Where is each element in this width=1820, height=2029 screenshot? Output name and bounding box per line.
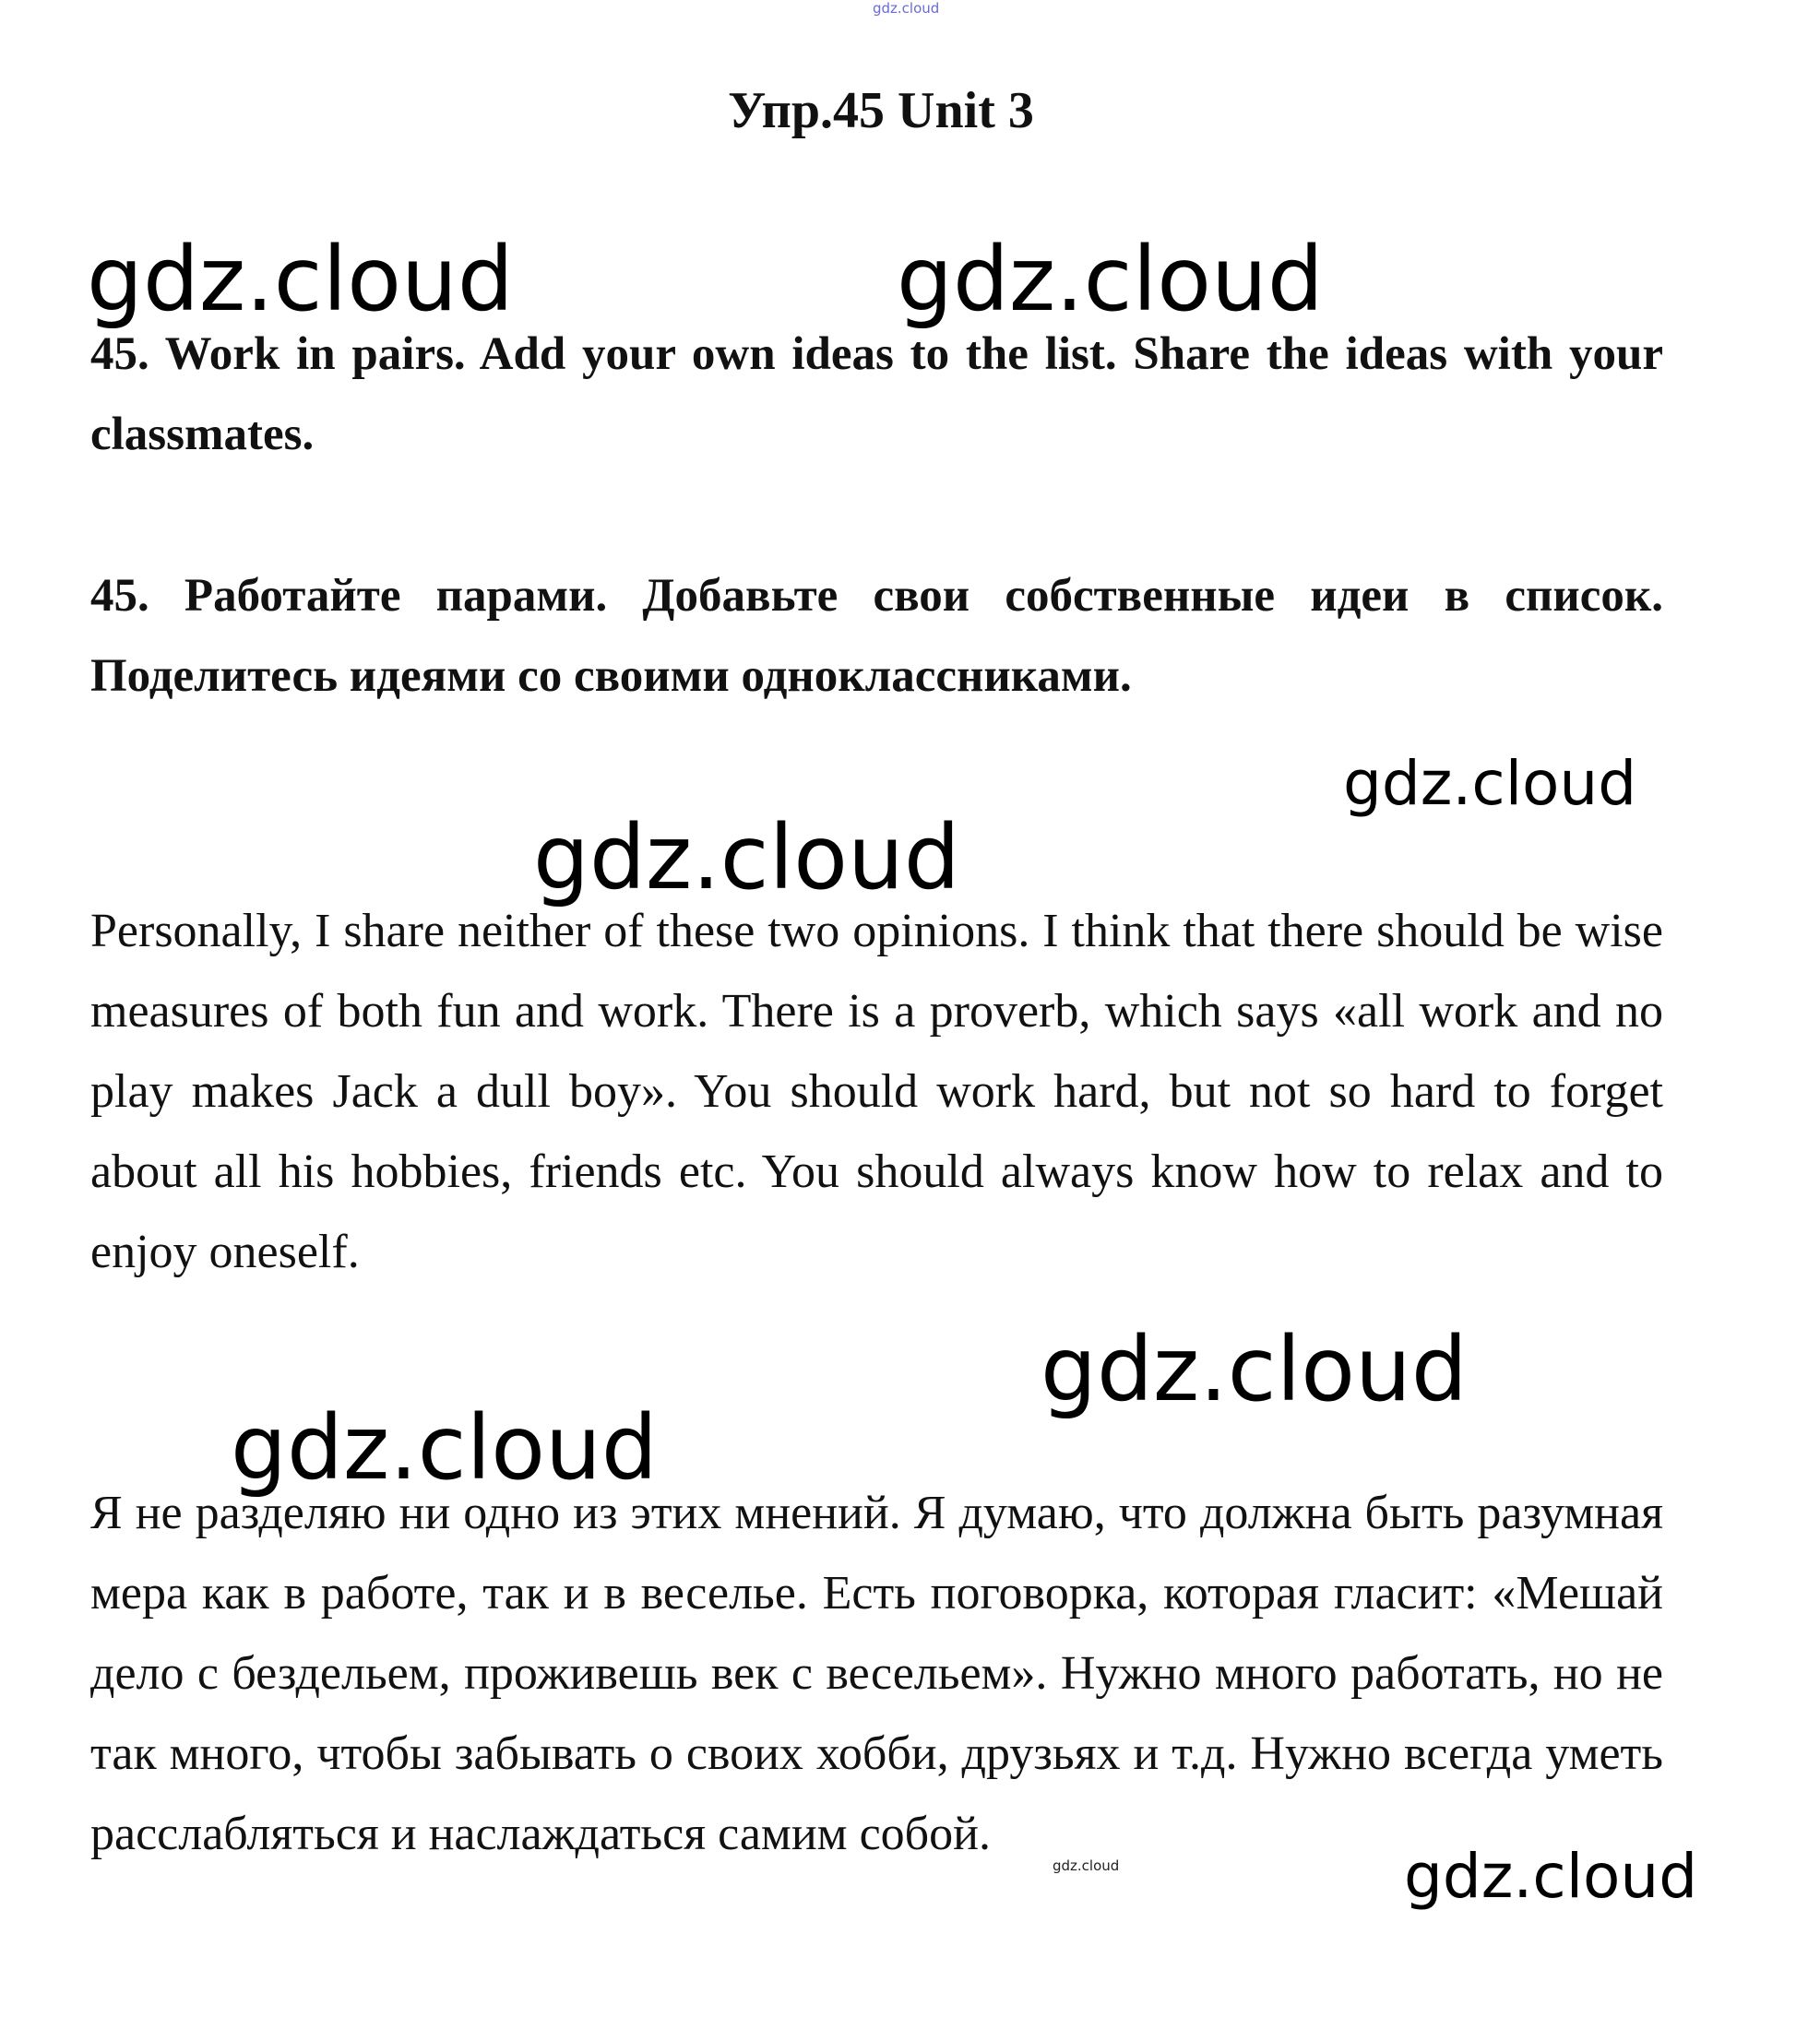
watermark-mid-right: gdz.cloud (1343, 748, 1637, 819)
watermark-top-tiny: gdz.cloud (873, 0, 940, 17)
watermark-top-center: gdz.cloud (897, 228, 1324, 331)
watermark-lower-right: gdz.cloud (1041, 1318, 1468, 1421)
watermark-top-left: gdz.cloud (87, 228, 514, 331)
watermark-bottom-right: gdz.cloud (1404, 1841, 1698, 1912)
task-russian: 45. Работайте парами. Добавьте свои собственные идеи в список. Поделитесь идеями со своими одноклассниками. (90, 570, 1663, 702)
watermark-bottom-tiny: gdz.cloud (1053, 1857, 1120, 1874)
watermark-mid-center: gdz.cloud (533, 806, 960, 909)
answer-russian: Я не разделяю ни одно из этих мнений. Я думаю, что должна быть разумная мера как в работе, так и в веселье. Есть поговорка, которая гласит: «Мешай дело с бездельем, проживешь век с весельем». Нужно много работать, но не так много, чтобы забывать о своих хобби, друзьях и т.д. Нужно всегда уметь расслабляться и наслаждаться самим собой. (90, 1487, 1663, 1860)
task-english: 45. Work in pairs. Add your own ideas to the list. Share the ideas with your classmates. (90, 328, 1663, 460)
watermark-lower-left: gdz.cloud (231, 1396, 658, 1500)
page-title: Упр.45 Unit 3 (728, 82, 1034, 139)
answer-english: Personally, I share neither of these two opinions. I think that there should be wise measures of both fun and work. There is a proverb, which says «all work and no play makes Jack a dull boy». You should work hard, but not so hard to forget about all his hobbies, friends etc. You should always know how to relax and to enjoy oneself. (90, 905, 1663, 1278)
